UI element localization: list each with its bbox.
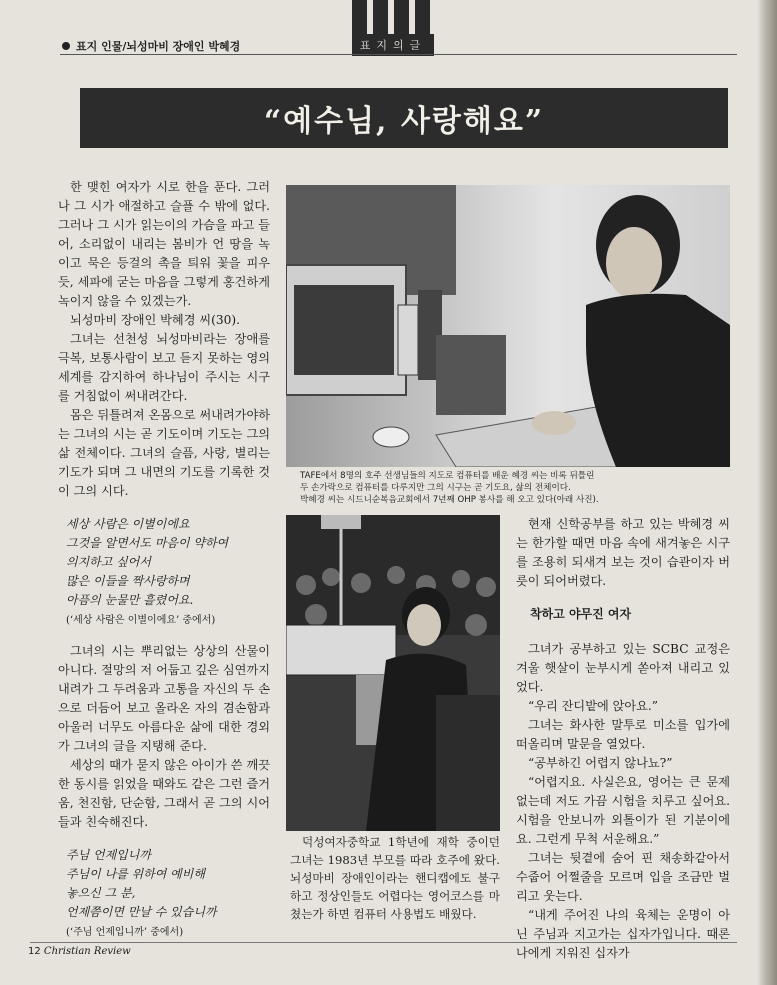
article-title: “예수님, 사랑해요” [263, 104, 545, 139]
section-label [62, 38, 240, 54]
paragraph: 그녀는 선천성 뇌성마비라는 장애를 극복, 보통사람이 보고 듣지 못하는 영의 세계를 감지하여 하나님이 주시는 시구를 거침없이 써내려간다. [58, 332, 270, 403]
section-tab-bars [352, 0, 434, 36]
page-number: 12 [28, 946, 41, 957]
paragraph: 덕성여자중학교 1학년에 재학 중이던 그녀는 1983년 부모를 따라 호주에 왔다. 뇌성마비 장애인이라는 핸디캡에도 불구하고 정상인들도 어렵다는 영어코스를 마쳤는가 하면 컴퓨터 사용법도 배웠다. [290, 835, 500, 921]
paragraph: “내게 주어진 나의 육체는 운명이 아닌 주님과 지고가는 십자가입니다. 때론 나에게 지워진 십자가 [516, 908, 730, 960]
poem-line: 놓으신 그 분, [66, 886, 136, 900]
paragraph: “우리 잔디밭에 앉아요.” [528, 699, 659, 713]
poem-line: 세상 사람은 이별이에요 [66, 517, 190, 531]
poem-line: 그것을 알면서도 마음이 약하여 [66, 536, 229, 550]
poem-source: (‘세상 사람은 이별이에요’ 중에서) [66, 615, 216, 626]
paragraph: 그녀의 시는 뿌리없는 상상의 산물이 아니다. 절망의 저 어둡고 깊은 심연까지 내려가 그 두려움과 고통을 자신의 두 손으로 더듬어 보고 올라온 자의 겸손함과 아울러 너무도 아름다운 삶에 대한 경외가 그녀의 글을 지탱해 준다. [58, 644, 270, 753]
paragraph: 그녀가 공부하고 있는 SCBC 교정은 겨울 햇살이 눈부시게 쏟아져 내리고 있었다. [516, 642, 730, 694]
photo-illustration [286, 515, 500, 831]
footer-rule [30, 942, 737, 943]
paragraph: 현재 신학공부를 하고 있는 박혜경 씨는 한가할 때면 마음 속에 새겨놓은 시구를 조용히 되새겨 보는 것이 습관이자 버릇이 되어버렸다. [516, 517, 730, 588]
column-1 [58, 178, 270, 954]
paragraph: 그녀는 화사한 말투로 미소를 입가에 떠올리며 말문을 열었다. [516, 718, 730, 751]
paragraph: 그녀는 뒷곁에 숨어 핀 채송화같아서 수줍어 어쩔줄을 모르며 입을 조금만 벌리고 웃는다. [516, 851, 730, 903]
caption-line: 두 손가락으로 컴퓨터를 다루지만 그의 시구는 곧 기도요, 삶의 전체이다. [300, 483, 571, 493]
photo-woman-at-computer [286, 185, 730, 467]
poem-line: 언제쯤이면 만날 수 있습니까 [66, 905, 217, 919]
paragraph: 한 맺힌 여자가 시로 한을 푼다. 그러나 그 시가 애절하고 슬플 수 밖에 없다. 그러나 그 시가 읽는이의 가슴을 파고 들어, 소리없이 내리는 봄비가 언 땅을 녹이고 묵은 등걸의 촉을 틔워 꽃을 피우듯, 세파에 굳는 마음을 그렇게 홍건하게 녹이지 않을 수 있겠는가. [58, 180, 270, 308]
photo-caption [300, 470, 720, 506]
poem-line: 주님 언제입니까 [66, 848, 151, 862]
bullet-icon [62, 42, 70, 50]
caption-line: 박혜경 씨는 시드니순복음교회에서 7년째 OHP 봉사를 해 오고 있다(아래 사진). [300, 495, 599, 505]
section-tab: 표지의글 [352, 34, 434, 56]
paragraph: “공부하긴 어렵지 않나뇨?” [528, 756, 673, 770]
title-banner [80, 88, 728, 148]
paragraph: “어렵지요. 사실은요, 영어는 큰 문제 없는데 저도 가끔 시험을 치루고 싶어요. 시험을 안보니까 외톨이가 된 기분이에요. 그런게 무척 서운해요.” [516, 775, 730, 846]
poem-line: 주님이 나를 위하여 예비해 [66, 867, 205, 881]
photo-illustration [286, 185, 730, 467]
section-label-text: 표지 인물/뇌성마비 장애인 박혜경 [76, 40, 241, 53]
header-rule [60, 54, 737, 55]
paragraph: 뇌성마비 장애인 박혜경 씨(30). [70, 313, 241, 327]
page-footer [28, 946, 131, 957]
column-2 [290, 833, 500, 923]
poem-line: 많은 이들을 짝사랑하며 [66, 574, 190, 588]
poem-excerpt-2 [66, 846, 270, 942]
subheading: 착하고 야무진 여자 [530, 607, 632, 621]
poem-source: (‘주님 언제입니까’ 중에서) [66, 927, 184, 938]
caption-line: TAFE에서 8명의 호주 선생님들의 지도로 컴퓨터를 배운 혜경 씨는 비록 뒤틀린 [300, 471, 595, 481]
poem-line: 의지하고 싶어서 [66, 555, 151, 569]
poem-excerpt-1 [66, 515, 270, 630]
photo-woman-at-ohp [286, 515, 500, 831]
poem-line: 아픔의 눈물만 흘렸어요. [66, 593, 194, 607]
column-3 [516, 515, 730, 963]
paragraph: 몸은 뒤틀려져 온몸으로 써내려가야하는 그녀의 시는 곧 기도이며 기도는 그의 삶 전체이다. 그녀의 슬픔, 사랑, 별리는 기도가 되며 그 내면의 기도를 기록한 것이 그의 시다. [58, 408, 270, 498]
paragraph: 세상의 때가 묻지 않은 아이가 쓴 깨끗한 동시를 읽었을 때와도 같은 그런 즐거움, 천진함, 단순함, 그래서 곧 그의 시어들과 친숙해진다. [58, 758, 270, 829]
magazine-name: Christian Review [43, 946, 131, 957]
page-edge-shadow [757, 0, 777, 985]
